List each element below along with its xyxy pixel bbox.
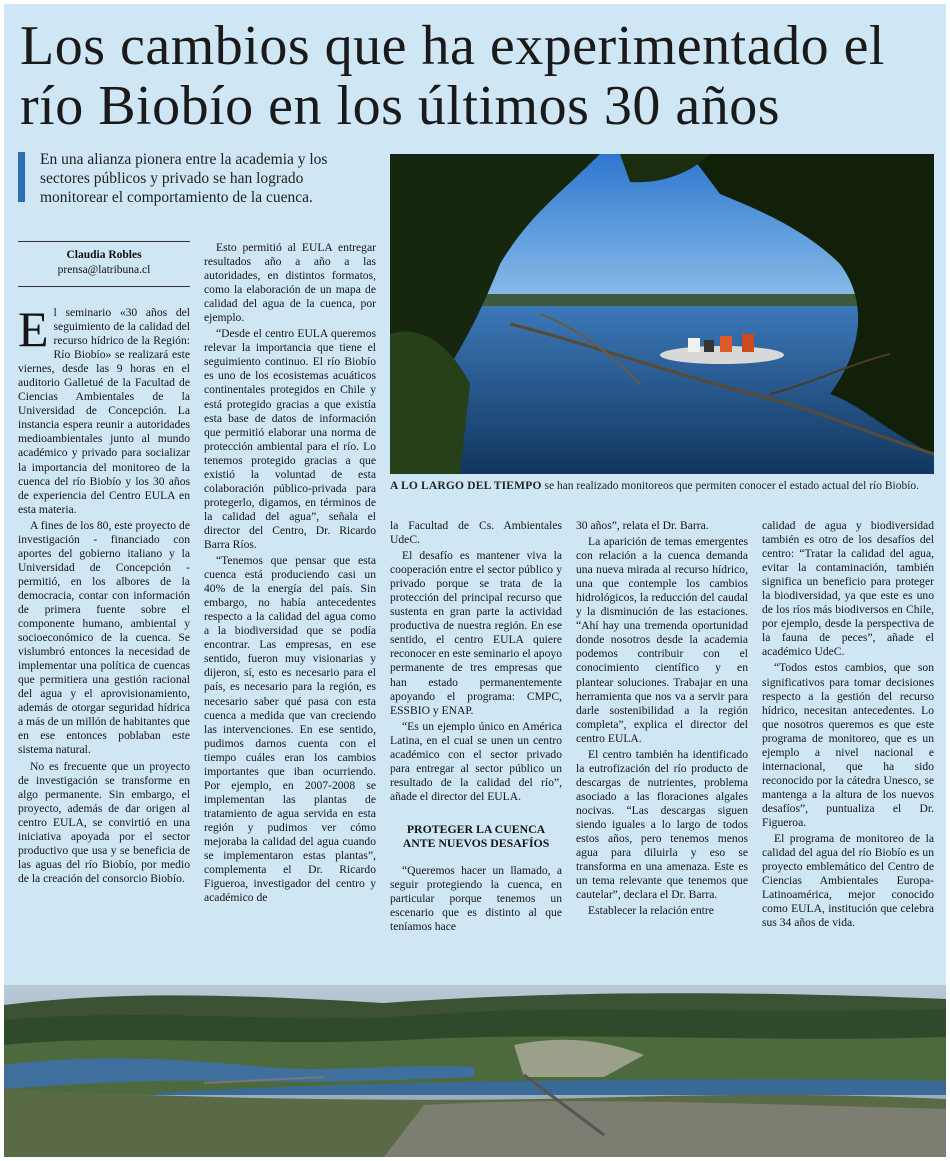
article-paragraph: “Todos estos cambios, que son significativos para tomar decisiones respecto a la gestión del recurso hídrico, necesitan antecedentes. Lo que nosotros queremos es que este programa de monitoreo, que es un ejemplo a nivel nacional e internacional, que ha sido reconocido por la cátedra Unesco, se mantenga a la altura de los nuevos desafíos”, puntualiza el Dr. Figueroa. bbox=[762, 661, 934, 829]
article-column-4 bbox=[576, 519, 748, 920]
article-paragraph: A fines de los 80, este proyecto de investigación - financiado con aportes del gobierno italiano y la Universidad de Concepción - permitió, en los albores de la democracia, contar con información de primera fuente sobre el componente humano, ambiental y socioeconómico de la cuenca. Se vislumbró entonces la necesidad de implementar una política de cuencas que permitiera una gestión racional del agua y el aprovisionamiento, además de otorgar seguridad hídrica a más de un millón de habitantes que en ese entonces poblaban este sistema natural. bbox=[18, 518, 190, 757]
newspaper-page bbox=[4, 4, 946, 1157]
author-name: Claudia Robles bbox=[66, 249, 142, 261]
article-paragraph: “Desde el centro EULA queremos relevar la importancia que tiene el seguimiento continuo. El río Biobío es uno de los ecosistemas acuáticos continentales protegidos en Chile y está protegido gracias a que existía esta base de datos de información que permitió elaborar una norma de protección ambiental para el río. Lo tenemos protegido gracias a que existió la voluntad de esta colaboración público-privada para protegerlo, digamos, en términos de la calidad del agua”, señala el director del Centro, Dr. Ricardo Barra Ríos. bbox=[204, 327, 376, 551]
article-column-1 bbox=[18, 301, 190, 888]
lede-accent-bar bbox=[18, 152, 25, 202]
article-paragraph: El programa de monitoreo de la calidad del agua del río Biobío es un proyecto emblemático del Centro de Ciencias Ambientales Europa-Latinoamérica, mejor conocido como EULA, institución que celebra sus 34 años de vida. bbox=[762, 832, 934, 930]
article-paragraph: la Facultad de Cs. Ambientales UdeC. bbox=[390, 519, 562, 547]
author-email: prensa@latribuna.cl bbox=[57, 264, 151, 276]
article-paragraph: La aparición de temas emergentes con relación a la cuenca demanda una nueva mirada al recurso hídrico, una que contemple los cambios hidrológicos, la reducción del caudal y la disminución de las estaciones. “Ahí hay una tremenda oportunidad donde nosotros desde la academia podemos contribuir con el conocimiento científico y en plantear soluciones. Trabajar en una herramienta que nos va a servir para darle sostenibilidad a la región completa”, explica el director del centro EULA. bbox=[576, 535, 748, 745]
article-paragraph: calidad de agua y biodiversidad también es otro de los desafíos del centro: “Tratar la calidad del agua, evitar la contaminación, también significa un beneficio para proteger la biodiversidad, ya que este es uno de los ríos más biodiversos en Chile, por ejemplo, desde la perspectiva de la fauna de peces”, añade el académico UdeC. bbox=[762, 519, 934, 659]
byline bbox=[18, 241, 190, 287]
article-paragraph: No es frecuente que un proyecto de investigación se transforme en algo permanente. Sin embargo, el proyecto, además de dar origen al centro EULA, se convirtió en una iniciativa apoyada por el sector productivo que usa y se beneficia de las aguas del río Biobío, por medio de la creación del consorcio Biobío. bbox=[18, 759, 190, 885]
article-paragraph: El centro también ha identificado la eutrofización del río producto de descargas de nutrientes, problema asociado a las floraciones algales nocivas. “Las descargas siguen siendo iguales a lo largo de todos estos años, pero tenemos menos agua para diluirla y eso se transforma en una amenaza. Este es un tema relevante que tenemos que cautelar”, declara el Dr. Barra. bbox=[576, 747, 748, 902]
article-paragraph: “Es un ejemplo único en América Latina, en el cual se unen un centro académico con el sector privado para entregar al sector público un resultado de la calidad del río”, añade el director del EULA. bbox=[390, 719, 562, 803]
article-paragraph: 30 años”, relata el Dr. Barra. bbox=[576, 519, 709, 532]
river-boat-photo bbox=[390, 154, 934, 474]
article-column-3 bbox=[390, 519, 562, 936]
lede: En una alianza pionera entre la academia y los sectores públicos y privado se han logrado monitorear el comportamiento de la cuenca. bbox=[40, 151, 328, 206]
article-paragraph: Esto permitió al EULA entregar resultados año a año a las autoridades, en distintos formatos, como la elaboración de un mapa de calidad del agua de la cuenca, por ejemplo. bbox=[204, 241, 376, 325]
article-paragraph: El desafío es mantener viva la cooperación entre el sector público y privado porque se trata de la protección del principal recurso que sustenta en gran parte la actividad productiva de nuestra región. En ese sentido, el centro EULA quiere reconocer en este seminario el apoyo permanente de tres empresas que han estado permanentemente apoyando el programa: CMPC, ESSBIO y ENAP. bbox=[390, 549, 562, 717]
photo-caption: A LO LARGO DEL TIEMPO se han realizado monitoreos que permiten conocer el estado actual del río Biobío. bbox=[390, 480, 920, 492]
article-paragraph: “Queremos hacer un llamado, a seguir protegiendo la cuenca, en particular porque tenemos un escenario que es distinto al que teníamos hace bbox=[390, 863, 562, 934]
article-paragraph: “Tenemos que pensar que esta cuenca está produciendo casi un 40% de la energía del país. Sin embargo, no había antecedentes respecto a la calidad del agua como a la biodiversidad que se podía encontrar. Las empresas, en ese sentido, fueron muy visionarias y dijeron, sí, esto es necesario para el país, es necesario para la región, es necesario saber qué pasa con esta cuenca a medida que van creciendo las intervenciones. En ese sentido, pudimos darnos cuenta con el tiempo cuáles eran los cambios importantes que iban ocurriendo. Por ejemplo, en 2007-2008 se implementan las plantas de tratamiento de agua servida en esta región y pudimos ver cómo mejoraba la calidad del agua cuando se implementaron estas plantas”, complementa el Dr. Ricardo Figueroa, investigador del centro y académico de bbox=[204, 554, 376, 905]
section-subhead: PROTEGER LA CUENCA ANTE NUEVOS DESAFÍOS bbox=[402, 821, 550, 850]
aerial-river-photo bbox=[4, 985, 946, 1157]
article-column-5 bbox=[762, 519, 934, 932]
headline: Los cambios que ha experimentado el río Biobío en los últimos 30 años bbox=[20, 15, 885, 137]
dropcap: E bbox=[18, 301, 49, 357]
article-paragraph: El seminario «30 años del seguimiento de la calidad del recurso hídrico de la Región: Río Biobío» se realizará este viernes, desde las 9 horas en el auditorio Galletué de la Facultad de Ciencias Ambientales de la Universidad de Concepción. La instancia espera reunir a autoridades medioambientales junto al mundo académico y privado para socializar la importancia del monitoreo de la cuenca del río Biobío y los 30 años de experiencia del Centro EULA en esta materia. bbox=[18, 301, 190, 516]
article-paragraph: Establecer la relación entre bbox=[588, 904, 714, 918]
article-column-2 bbox=[204, 241, 376, 907]
